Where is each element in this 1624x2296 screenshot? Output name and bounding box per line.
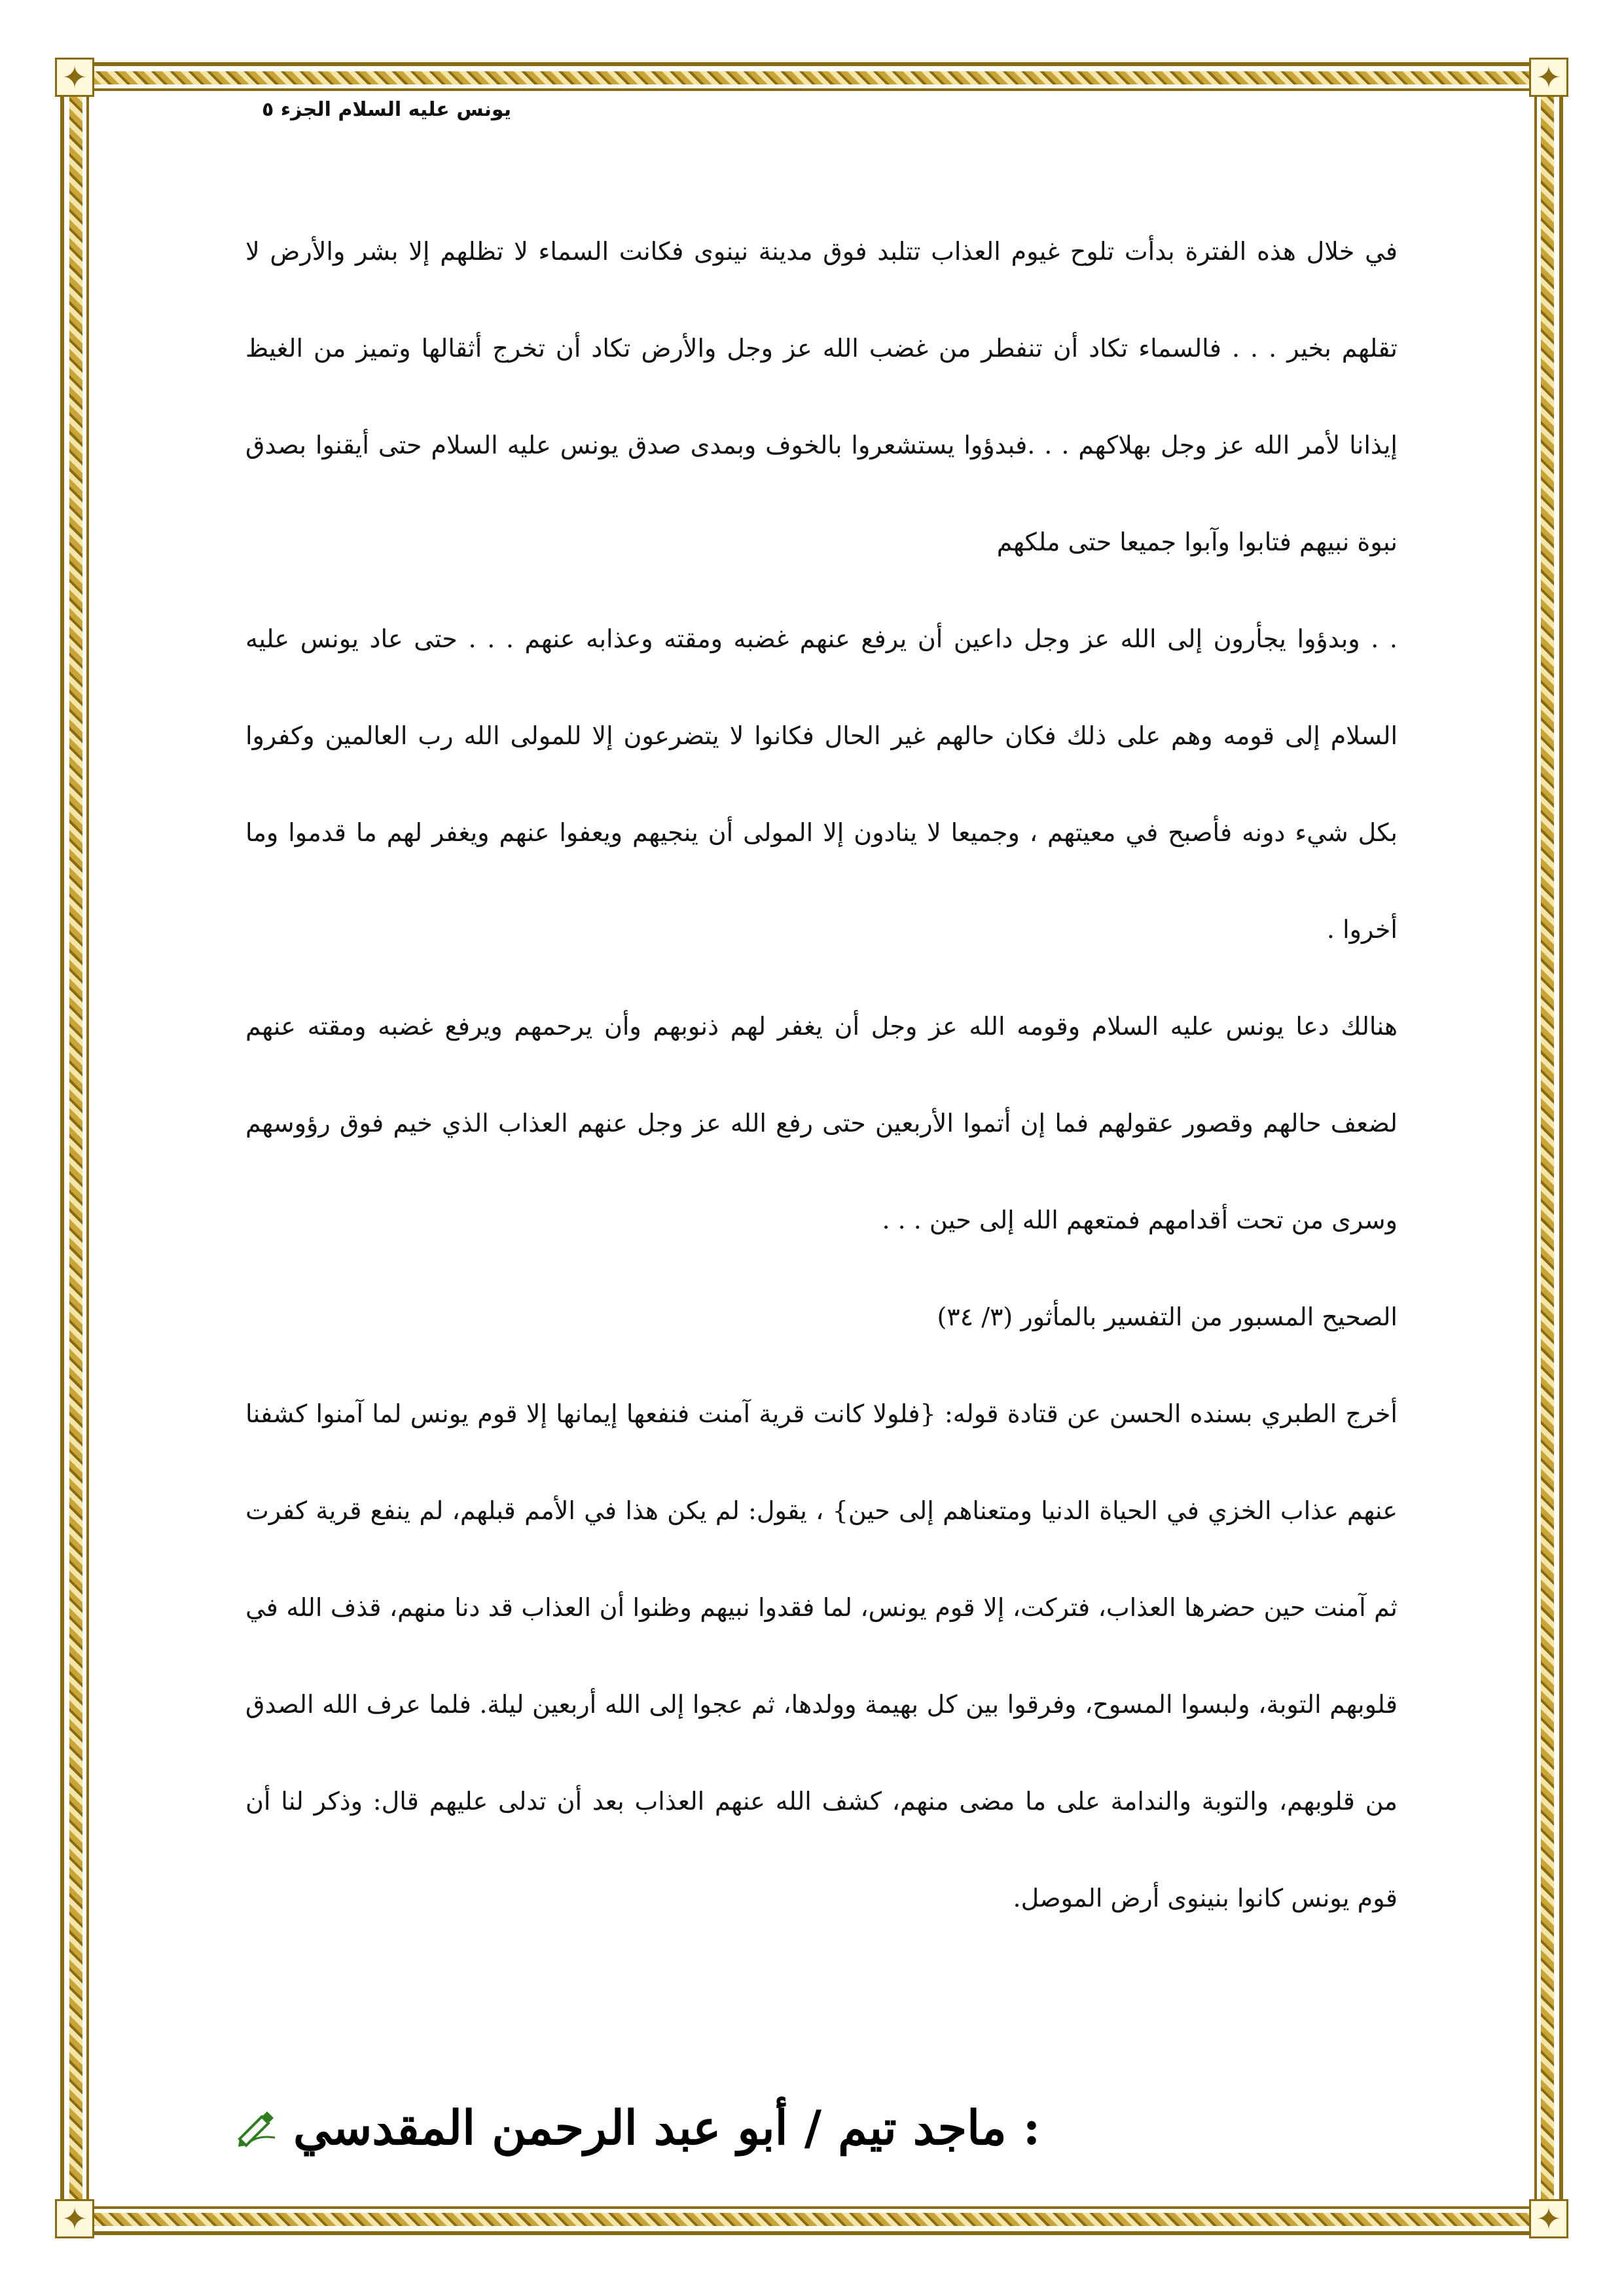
signature-text: : ماجد تيم / أبو عبد الرحمن المقدسي [293,2099,1041,2155]
body-paragraph: . . وبدؤوا يجأرون إلى الله عز وجل داعين أن يرفع عنهم غضبه ومقته وعذابه عنهم . . . حتى عاد يونس عليه السلام إلى قومه وهم على ذلك فكان حالهم غير الحال فكانوا لا يتضرعون إلا للمولى الله رب العالمين وكفروا بكل شيء دونه فأصبح في معيتهم ، وجميعا لا ينادون إلا المولى أن ينجيهم ويعفوا عنهم ويغفر لهم ما قدموا وما أخروا . [245,624,1398,944]
body-paragraph: في خلال هذه الفترة بدأت تلوح غيوم العذاب تتلبد فوق مدينة نينوى فكانت السماء لا تظلهم إلا بشر والأرض لا تقلهم بخير . . . فالسماء تكاد أن تنفطر من غضب الله عز وجل والأرض تكاد أن تخرج أثقالها وتميز من الغيظ إيذانا لأمر الله عز وجل بهلاكهم . . .فبدؤوا يستشعروا بالخوف وبمدى صدق يونس عليه السلام حتى أيقنوا بصدق نبوة نبيهم فتابوا وآبوا جميعا حتى ملكهم [245,237,1398,556]
corner-ornament-icon: ✦ [1529,58,1568,97]
author-signature [236,2088,1231,2166]
pen-icon [236,2106,278,2148]
page-header-title: يونس عليه السلام الجزء ٥ [261,98,511,121]
source-citation: الصحيح المسبور من التفسير بالمأثور (٣/ ٣٤) [937,1302,1398,1331]
corner-ornament-icon: ✦ [55,2199,94,2238]
corner-ornament-icon: ✦ [55,58,94,97]
corner-ornament-icon: ✦ [1529,2199,1568,2238]
body-paragraph: هنالك دعا يونس عليه السلام وقومه الله عز وجل أن يغفر لهم ذنوبهم وأن يرحمهم ويرفع غضبه ومقته عنهم لضعف حالهم وقصور عقولهم فما إن أتموا الأربعين حتى رفع الله عز وجل عنهم العذاب الذي خيم فوق رؤوسهم وسرى من تحت أقدامهم فمتعهم الله إلى حين . . . [245,1012,1398,1234]
body-paragraph: أخرج الطبري بسنده الحسن عن قتادة قوله: {فلولا كانت قرية آمنت فنفعها إيمانها إلا قوم يونس لما آمنوا كشفنا عنهم عذاب الخزي في الحياة الدنيا ومتعناهم إلى حين} ، يقول: لم يكن هذا في الأمم قبلهم، لم ينفع قرية كفرت ثم آمنت حين حضرها العذاب، فتركت، إلا قوم يونس، لما فقدوا نبيهم وظنوا أن العذاب قد دنا منهم، قذف الله في قلوبهم التوبة، ولبسوا المسوح، وفرقوا بين كل بهيمة وولدها، ثم عجوا إلى الله أربعين ليلة. فلما عرف الله الصدق من قلوبهم، والتوبة والندامة على ما مضى منهم، كشف الله عنهم العذاب بعد أن تدلى عليهم قال: وذكر لنا أن قوم يونس كانوا بنينوى أرض الموصل. [245,1399,1398,1912]
document-body [245,203,1398,1946]
